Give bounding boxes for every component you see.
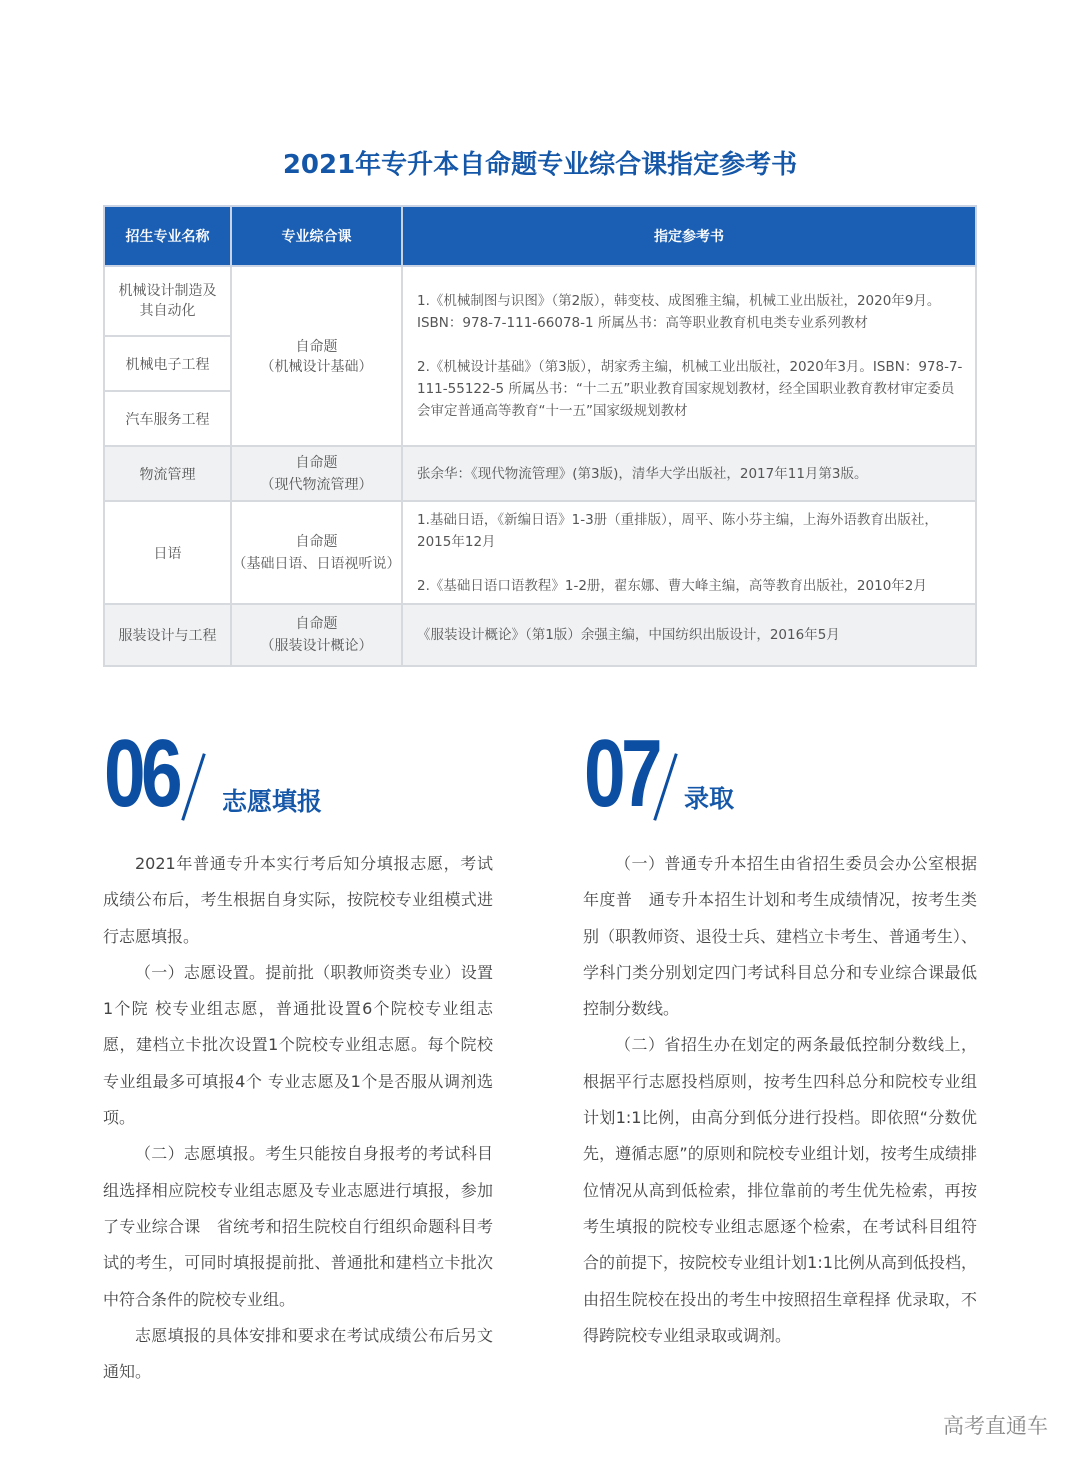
section-slash-decoration [181, 753, 205, 821]
course-label: 自命题 [295, 616, 338, 632]
course-subject: （机械设计基础） [260, 359, 373, 375]
book-entry: 1.基础日语，《新编日语》1-3册（重排版），周平、陈小芬主编，上海外语教育出版社，2015年12月 [417, 511, 938, 550]
table-row [104, 604, 976, 666]
books-cell [402, 501, 976, 604]
page-title: 2021年专升本自命题专业综合课指定参考书 [282, 150, 798, 180]
major-cell: 机械设计制造及其自动化 [104, 266, 231, 336]
watermark: 高考直通车 [943, 1414, 1048, 1438]
course-cell [231, 604, 402, 666]
course-cell [231, 501, 402, 604]
course-label: 自命题 [295, 533, 338, 550]
major-cell: 日语 [104, 501, 231, 604]
reference-book-table [103, 205, 977, 667]
table-header-row [104, 206, 976, 266]
book-entry: 2.《机械设计基础》（第3版），胡家秀主编，机械工业出版社，2020年3月。ISBN：978-7-111-55122-5 所属丛书：“十二五”职业教育国家规划教材，经全国职业教育教材审定委员会审定普通高等教育“十一五”国家级规划教材 [417, 359, 963, 419]
paragraph: （二）志愿填报。考生只能按自身报考的考试科目组选择相应院校专业组志愿及专业志愿进行填报，参加了专业综合课 省统考和招生院校自行组织命题科目考试的考生，可同时填报提前批、普通批和建档立卡批次中符合条件的院校专业组。 [103, 1144, 493, 1309]
books-cell [402, 266, 976, 446]
major-cell: 机械电子工程 [104, 336, 231, 391]
book-entry: 2.《基础日语口语教程》1-2册，翟东娜、曹大峰主编，高等教育出版社，2010年2月 [417, 577, 927, 594]
course-cell [231, 266, 402, 446]
paragraph: （一）志愿设置。提前批（职教师资类专业）设置1个院 校专业组志愿，普通批设置6个院校专业组志愿，建档立卡批次设置1个院校专业组志愿。每个院校专业组最多可填报4个 专业志愿及1个是否服从调剂选项。 [103, 962, 493, 1128]
major-cell: 物流管理 [104, 446, 231, 501]
paragraph: （一）普通专升本招生由省招生委员会办公室根据年度普 通专升本招生计划和考生成绩情况，按考生类别（职教师资、退役士兵、建档立卡考生、普通考生）、学科门类分别划定四门考试科目总分和专业综合课最低控制分数线。 [583, 854, 977, 1019]
course-cell [231, 446, 402, 501]
section-title-06: 志愿填报 [222, 787, 323, 816]
paragraph: 2021年普通专升本实行考后知分填报志愿，考试成绩公布后，考生根据自身实际，按院校专业组模式进行志愿填报。 [103, 854, 493, 946]
major-cell: 汽车服务工程 [104, 391, 231, 446]
major-cell: 服装设计与工程 [104, 604, 231, 666]
section-06-body [103, 846, 493, 1390]
section-number-07: 07 [584, 720, 658, 827]
header-major: 招生专业名称 [104, 206, 231, 266]
table-row [104, 266, 976, 336]
book-entry: 1.《机械制图与识图》（第2版），韩变枝、成图雅主编，机械工业出版社，2020年9月。ISBN：978-7-111-66078-1 所属丛书：高等职业教育机电类专业系列教材 [417, 293, 941, 331]
paragraph: 志愿填报的具体安排和要求在考试成绩公布后另文通知。 [103, 1325, 493, 1382]
course-subject: （服装设计概论） [260, 638, 373, 654]
course-label: 自命题 [295, 454, 338, 471]
section-number-06: 06 [104, 720, 178, 827]
books-cell: 《服装设计概论》（第1版）余强主编，中国纺织出版设计，2016年5月 [402, 604, 976, 666]
header-course: 专业综合课 [231, 206, 402, 266]
course-subject: （现代物流管理） [260, 476, 373, 493]
section-07-body [583, 846, 977, 1354]
header-books: 指定参考书 [402, 206, 976, 266]
table-row [104, 501, 976, 604]
paragraph: （二）省招生办在划定的两条最低控制分数线上，根据平行志愿投档原则，按考生四科总分和院校专业组计划1:1比例，由高分到低分进行投档。即依照“分数优先，遵循志愿”的原则和院校专业组计划，按考生成绩排位情况从高到低检索，排位靠前的考生优先检索，再按考生填报的院校专业组志愿逐个检索，在考试科目组符合的前提下，按院校专业组计划1:1比例从高到低投档，由招生院校在投出的考生中按照招生章程择 优录取，不得跨院校专业组录取或调剂。 [583, 1035, 977, 1345]
course-label: 自命题 [295, 339, 338, 355]
books-cell: 张余华：《现代物流管理》(第3版)，清华大学出版社，2017年11月第3版。 [402, 446, 976, 501]
course-subject: （基础日语、日语视听说） [232, 555, 401, 572]
section-title-07: 录取 [684, 784, 735, 813]
table-row [104, 446, 976, 501]
